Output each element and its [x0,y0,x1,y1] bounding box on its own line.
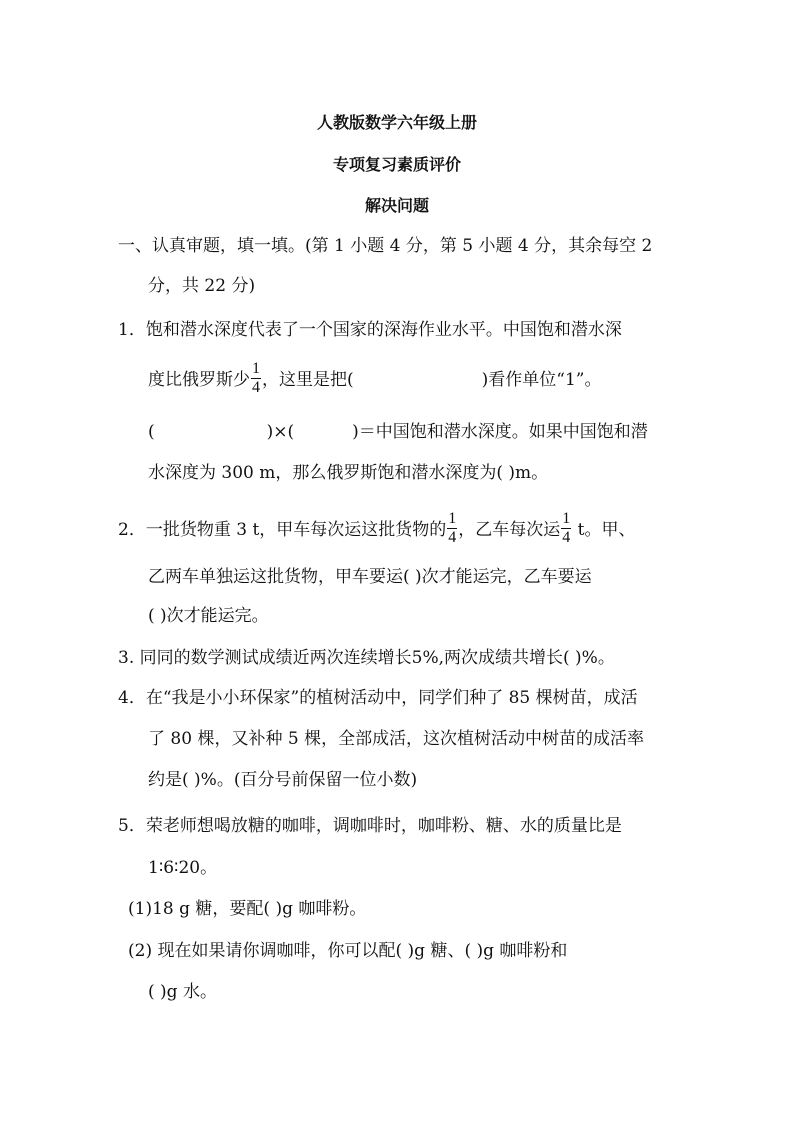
q5-sub2-line2: ( )g 水。 [148,982,217,1002]
q5-line2: 1∶6∶20。 [148,858,218,878]
fraction-one-quarter [251,360,261,397]
q2-line1-text-a: 2．一批货物重 3 t，甲车每次运这批货物的 [118,520,447,540]
q2-line2: 乙两车单独运这批货物，甲车要运( )次才能运完，乙车要运 [148,567,592,587]
q1-line2 [148,362,601,399]
section-heading-line2: 分，共 22 分) [148,276,256,296]
section-heading-line1: 一、认真审题，填一填。(第 1 小题 4 分，第 5 小题 4 分，其余每空 2 [118,236,653,256]
q1-line2-text-c: )看作单位“1”。 [481,370,602,390]
fraction-numerator: 1 [448,510,457,527]
q2-line1 [118,512,636,549]
doc-topic: 解决问题 [364,196,429,215]
q3-line1: 3. 同同的数学测试成绩近两次连续增长5%,两次成绩共增长( )%。 [118,648,615,668]
q1-line3 [148,420,648,444]
q4-line2: 了 80 棵，又补种 5 棵，全部成活，这次植树活动中树苗的成活率 [148,729,645,749]
fraction-denominator: 4 [562,529,571,546]
q4-line1: 4．在“我是小小环保家”的植树活动中，同学们种了 85 棵树苗，成活 [118,688,638,708]
doc-subtitle: 专项复习素质评价 [332,155,461,174]
q2-line3: ( )次才能运完。 [148,606,269,626]
q1-line3-text-a: ( [148,422,155,442]
q5-line1: 5．荣老师想喝放糖的咖啡，调咖啡时，咖啡粉、糖、水的质量比是 [118,816,622,836]
q5-sub2-line1: (2) 现在如果请你调咖啡，你可以配( )g 糖、( )g 咖啡粉和 [128,941,568,961]
fraction-denominator: 4 [252,379,260,396]
fraction-numerator: 1 [252,360,260,377]
q4-line3: 约是( )%。(百分号前保留一位小数) [148,770,418,790]
q2-line1-text-b: ，乙车每次运 [458,520,561,540]
q1-line1: 1．饱和潜水深度代表了一个国家的深海作业水平。中国饱和潜水深 [118,320,622,340]
fraction-denominator: 4 [448,529,457,546]
q5-sub1: (1)18 g 糖，要配( )g 咖啡粉。 [128,899,367,919]
fraction-one-quarter [447,510,457,547]
fraction-numerator: 1 [562,510,571,527]
q1-line3-text-c: )＝中国饱和潜水深度。如果中国饱和潜 [352,422,648,442]
fraction-one-quarter [561,510,571,547]
q1-line3-text-b: )×( [266,422,295,442]
doc-title: 人教版数学六年级上册 [316,113,477,132]
q1-line2-text-b: ，这里是把( [262,370,354,390]
q2-line1-text-c: t。甲、 [572,520,636,540]
q1-line2-text-a: 度比俄罗斯少 [148,370,250,390]
q1-line4: 水深度为 300 m，那么俄罗斯饱和潜水深度为( )m。 [148,463,549,483]
